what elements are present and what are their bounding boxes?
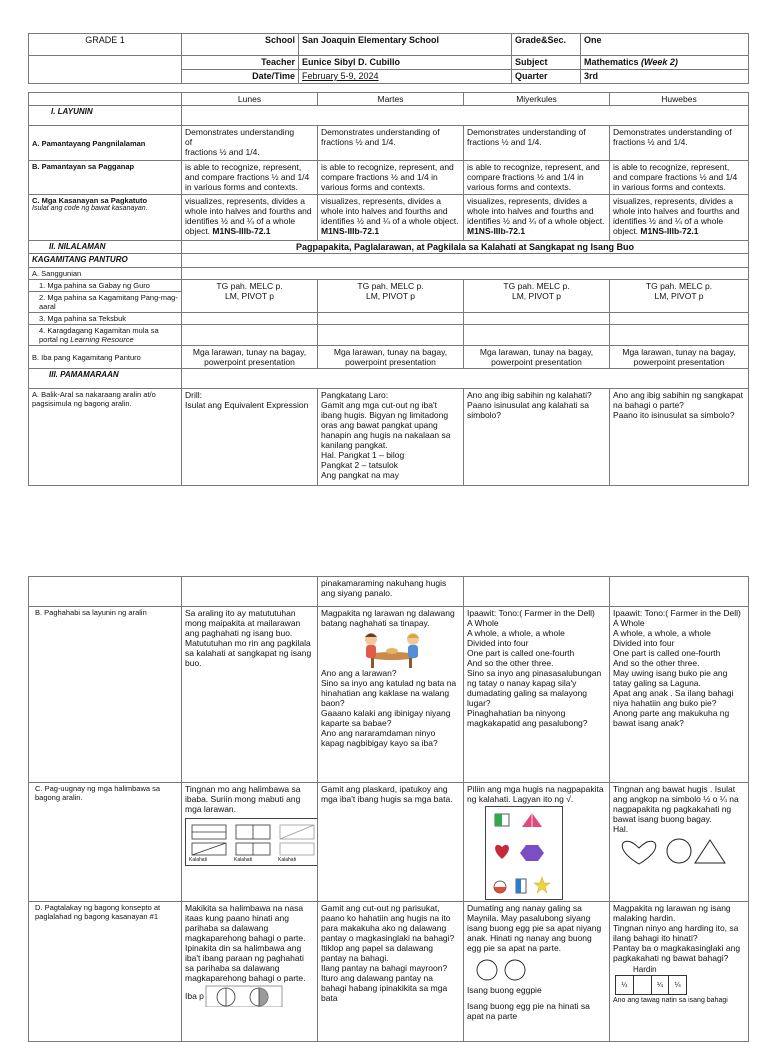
tg-martes: TG pah. MELC p. LM, PIVOT p bbox=[318, 280, 464, 313]
grade-cell: GRADE 1 bbox=[29, 34, 182, 56]
pagtalakay-lunes-tail: Iba p bbox=[185, 991, 204, 1001]
lesson-table-continued bbox=[28, 576, 749, 1042]
heart-triangle-figure bbox=[613, 836, 733, 866]
day-miyerkules: Miyerkules bbox=[464, 93, 610, 106]
row-c-label: C. Mga Kasanayan sa Pagkatuto Isulat ang code ng bawat kasanayan. bbox=[29, 195, 182, 241]
header-table bbox=[28, 33, 749, 84]
pagtalakay-lunes: Makikita sa halimbawa na nasa itaas kung paano hinati ang parihaba sa dalawang magkaparehong bahagi o parte. Ipinakita din sa halimbawa ang iba't ibang paraan ng paghahati sa parihaba sa dalawang magkaparehong bahagi o parte. Iba p bbox=[182, 902, 318, 1042]
pag-uugnay-huwebes: Tingnan ang bawat hugis . Isulat ang angkop na simbolo ½ o ¼ na nagpapakita ng pagkakahati ng bawat isang buong bagay. Hal. bbox=[610, 783, 749, 902]
c-huwebes: visualizes, represents, divides a whole into halves and fourths and identifies ½ and ¼ of a whole object. M1NS-IIIb-72.1 bbox=[610, 195, 749, 241]
balik-label: A. Balik-Aral sa nakaraang aralin at/o pagsisimula ng bagong aralin. bbox=[29, 389, 182, 486]
a-martes: Demonstrates understanding of fractions ½ and 1/4. bbox=[318, 126, 464, 161]
caption-kalahati-1: Kalahati bbox=[189, 857, 208, 863]
s3-label: 3. Mga pahina sa Teksbuk bbox=[29, 313, 182, 325]
balik-lunes: Drill: Isulat ang Equivalent Expression bbox=[182, 389, 318, 486]
page-two bbox=[0, 576, 768, 1042]
section-kagamitan: KAGAMITANG PANTURO bbox=[29, 254, 182, 268]
paghahabi-huwebes: Ipaawit: Tono:( Farmer in the Dell) A Whole A whole, a whole, a whole Divided into four One part is called one-fourth And so the other three. May uwing isang buko pie ang tatay galing sa Laguna. Apat ang anak . Sa ilang bahagi niya hahatiin ang buko pie? Anong parte ang makukuha ng bawat isang anak? bbox=[610, 607, 749, 783]
b-lunes: is able to recognize, represent, and compare fractions ½ and 1/4 in various forms and contexts. bbox=[182, 161, 318, 195]
shapes-choice-figure bbox=[485, 806, 563, 900]
caption-kalahati-3: Kalahati bbox=[278, 857, 297, 863]
pagtalakay-martes: Gamit ang cut-out ng parisukat, paano ko hahatiin ang hugis na ito para makakuha ako ng dalawang pantay o magkasinglaki na bahagi? Itiklop ang papel sa dalawang pantay na bahagi. Ilang pantay na bahagi mayroon? Ituro ang dalawang pantay na bahagi habang ipinakikita sa mga bata bbox=[318, 902, 464, 1042]
balik-miyerkules: Ano ang ibig sabihin ng kalahati? Paano isinusulat ang kalahati sa simbolo? bbox=[464, 389, 610, 486]
gradesec-label: Grade&Sec. bbox=[512, 34, 581, 56]
cont-martes: pinakamaraming nakuhang hugis ang siyang panalo. bbox=[318, 577, 464, 607]
pag-uugnay-miyerkules: Piliin ang mga hugis na nagpapakita ng kalahati. Lagyan ito ng √. bbox=[464, 783, 610, 902]
quarter-label: Quarter bbox=[512, 70, 581, 84]
section-layunin: I. LAYUNIN bbox=[29, 106, 182, 126]
caption-kalahati-2: Kalahati bbox=[234, 857, 253, 863]
a-lunes: Demonstrates understanding of fractions ½ and 1/4. bbox=[182, 126, 318, 161]
day-lunes: Lunes bbox=[182, 93, 318, 106]
b-martes: is able to recognize, represent, and compare fractions ½ and 1/4 in various forms and contexts. bbox=[318, 161, 464, 195]
s1-label: 1. Mga pahina sa Gabay ng Guro bbox=[29, 280, 182, 292]
sanggunian-label: A. Sanggunian bbox=[29, 268, 182, 280]
tg-miyerkules: TG pah. MELC p. LM, PIVOT p bbox=[464, 280, 610, 313]
tg-lunes: TG pah. MELC p. LM, PIVOT p bbox=[182, 280, 318, 313]
subject-value: Mathematics (Week 2) bbox=[581, 56, 749, 70]
section-nilalaman: II. NILALAMAN bbox=[29, 241, 182, 254]
s4-label: 4. Karagdagang Kagamitan mula sa portal ng Learning Resource bbox=[29, 325, 182, 346]
pag-uugnay-label: C. Pag-uugnay ng mga halimbawa sa bagong aralin. bbox=[29, 783, 182, 902]
pagtalakay-huwebes: Magpakita ng larawan ng isang malaking hardin. Tingnan ninyo ang harding ito, sa ilang bahagi ito hinati? Pantay ba o magkakasinglaki ang pagkakahati ng bawat bahagi? Hardin ¼ ¼ ¼ Ano ang tawag natin sa isang bahagi bbox=[610, 902, 749, 1042]
date-label: Date/Time bbox=[182, 70, 299, 84]
paghahabi-martes: Magpakita ng larawan ng dalawang batang naghahati sa tinapay. Ano ang a larawan? Sino sa inyo ang katulad ng bata na hinahatian ang kaklase na walang baon? Gaaano kalaki ang ibinigay niyang kaparte sa babae? Ano ang nararamdaman ninyo kapag nagbibigay kayo sa iba? bbox=[318, 607, 464, 783]
subject-label: Subject bbox=[512, 56, 581, 70]
c-lunes: visualizes, represents, divides a whole into halves and fourths and identifies ½ and ¼ of a whole object. M1NS-IIIb-72.1 bbox=[182, 195, 318, 241]
b-huwebes: is able to recognize, represent, and compare fractions ½ and 1/4 in various forms and contexts. bbox=[610, 161, 749, 195]
gradesec-value: One bbox=[581, 34, 749, 56]
page-one bbox=[0, 33, 768, 486]
balik-martes: Pangkatang Laro: Gamit ang mga cut-out ng iba't ibang hugis. Bigyan ng limitadong oras ang bawat pangkat upang hanapin ang hugis na nakalaan sa kanilang pangkat. Hal. Pangkat 1 – bilog Pangkat 2 – tatsulok Ang pangkat na may bbox=[318, 389, 464, 486]
quarter-value: 3rd bbox=[581, 70, 749, 84]
iba-lunes: Mga larawan, tunay na bagay, powerpoint presentation bbox=[182, 346, 318, 369]
iba-label: B. Iba pang Kagamitang Panturo bbox=[29, 346, 182, 369]
c-miyerkules: visualizes, represents, divides a whole into halves and fourths and identifies ½ and ¼ of a whole object. M1NS-IIIb-72.1 bbox=[464, 195, 610, 241]
s2-label: 2. Mga pahina sa Kagamitang Pang-mag-aaral bbox=[29, 292, 182, 313]
b-miyerkules: is able to recognize, represent, and compare fractions ½ and 1/4 in various forms and contexts. bbox=[464, 161, 610, 195]
paghahabi-lunes: Sa araling ito ay matututuhan mong maipakita at mailarawan ang paghahati ng isang buo. Matututuhan mo rin ang pagkilala sa kalahati at sangkapat ng isang buo. bbox=[182, 607, 318, 783]
iba-martes: Mga larawan, tunay na bagay, powerpoint presentation bbox=[318, 346, 464, 369]
school-label: School bbox=[182, 34, 299, 56]
date-value: February 5-9, 2024 bbox=[299, 70, 512, 84]
day-huwebes: Huwebes bbox=[610, 93, 749, 106]
tg-huwebes: TG pah. MELC p. LM, PIVOT p bbox=[610, 280, 749, 313]
rectangle-halves-figure bbox=[185, 818, 318, 866]
school-value: San Joaquin Elementary School bbox=[299, 34, 512, 56]
a-huwebes: Demonstrates understanding of fractions ½ and 1/4. bbox=[610, 126, 749, 161]
teacher-label: Teacher bbox=[182, 56, 299, 70]
pagtalakay-label: D. Pagtalakay ng bagong konsepto at paglalahad ng bagong kasanayan #1 bbox=[29, 902, 182, 1042]
pag-uugnay-martes: Gamit ang plaskard, ipatukoy ang mga iba't ibang hugis sa mga bata. bbox=[318, 783, 464, 902]
hardin-figure: ¼ ¼ ¼ bbox=[615, 975, 687, 995]
iba-miyerkules: Mga larawan, tunay na bagay, powerpoint presentation bbox=[464, 346, 610, 369]
day-martes: Martes bbox=[318, 93, 464, 106]
c-martes: visualizes, represents, divides a whole into halves and fourths and identifies ½ and ¼ of a whole object. M1NS-IIIb-72.1 bbox=[318, 195, 464, 241]
pagtalakay-huwebes-tail: Ano ang tawag natin sa isang bahagi bbox=[613, 997, 728, 1004]
nilalaman-text: Pagpapakita, Paglalarawan, at Pagkilala sa Kalahati at Sangkapat ng Isang Buo bbox=[182, 241, 749, 254]
pag-uugnay-lunes: Tingnan mo ang halimbawa sa ibaba. Suriin mong mabuti ang mga larawan. Kalahati Kalahati Kalahati bbox=[182, 783, 318, 902]
hardin-label: Hardin bbox=[633, 965, 657, 974]
teacher-value: Eunice Sibyl D. Cubillo bbox=[299, 56, 512, 70]
iba-huwebes: Mga larawan, tunay na bagay, powerpoint presentation bbox=[610, 346, 749, 369]
pagtalakay-miyerkules: Dumating ang nanay galing sa Maynila. May pasalubong siyang isang buong egg pie sa apat niyang anak. Hinati ng nanay ang buong egg pie sa apat na parte. Isang buong eggpie Isang buong egg pie na hinati sa apat na parte bbox=[464, 902, 610, 1042]
circle-halves-figure bbox=[204, 985, 284, 1007]
children-sharing-bread-image bbox=[321, 628, 460, 668]
paghahabi-miyerkules: Ipaawit: Tono:( Farmer in the Dell) A Whole A whole, a whole, a whole Divided into four One part is called one-fourth And so the other three. Sino sa inyo ang pinasasalubungan ng tatay o nanay kapag sila'y dumadating galing sa malayong lugar? Pinaghahatian ba ninyong magkakapatid ang pasalubong? bbox=[464, 607, 610, 783]
row-b-label: B. Pamantayan sa Pagganap bbox=[29, 161, 182, 195]
balik-huwebes: Ano ang ibig sabihin ng sangkapat na bahagi o parte? Paano ito isinusulat sa simbolo? bbox=[610, 389, 749, 486]
a-miyerkules: Demonstrates understanding of fractions ½ and 1/4. bbox=[464, 126, 610, 161]
paghahabi-label: B. Paghahabi sa layunin ng aralin bbox=[29, 607, 182, 783]
egg-pie-circles bbox=[475, 957, 535, 983]
section-pamamaraan: III. PAMAMARAAN bbox=[29, 369, 182, 389]
row-a-label: A. Pamantayang Pangnilalaman bbox=[29, 126, 182, 161]
lesson-table bbox=[28, 92, 749, 486]
